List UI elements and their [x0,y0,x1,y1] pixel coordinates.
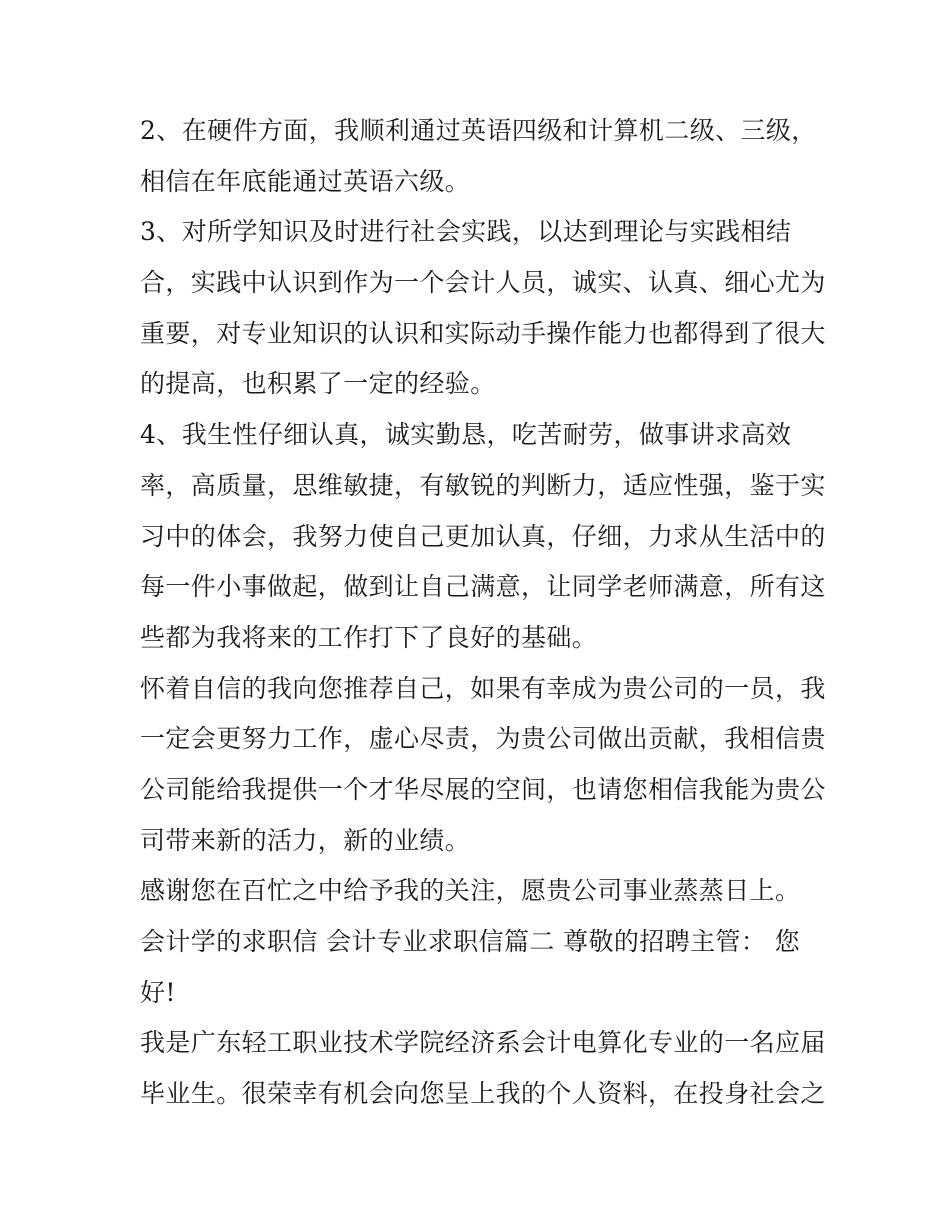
letter-body [140,106,826,1120]
text-line-1: 2、在硬件方面，我顺利通过英语四级和计算机二级、三级， [140,116,817,145]
text-line-15: 司带来新的活力，新的业绩。 [140,825,471,855]
text-line-8: 率，高质量，思维敏捷，有敏锐的判断力，适应性强，鉴于实 [140,470,826,500]
text-line-3: 3、对所学知识及时进行社会实践，以达到理论与实践相结 [140,217,792,247]
text-line-5: 重要，对专业知识的认识和实际动手操作能力也都得到了很大 [140,318,826,348]
text-line-6: 的提高，也积累了一定的经验。 [140,369,496,399]
text-line-19: 我是广东轻工职业技术学院经济系会计电算化专业的一名应届 [140,1028,826,1058]
text-line-9: 习中的体会，我努力使自己更加认真，仔细，力求从生活中的 [140,521,826,551]
text-line-18: 好! [140,977,176,1007]
text-line-2: 相信在年底能通过英语六级。 [140,166,471,196]
text-line-12: 怀着自信的我向您推荐自己，如果有幸成为贵公司的一员，我 [140,673,826,703]
text-line-13: 一定会更努力工作，虚心尽责，为贵公司做出贡献，我相信贵 [140,724,826,754]
text-line-11: 些都为我将来的工作打下了良好的基础。 [140,622,598,652]
text-line-16: 感谢您在百忙之中给予我的关注，愿贵公司事业蒸蒸日上。 [140,876,801,906]
text-line-10: 每一件小事做起，做到让自己满意，让同学老师满意，所有这 [140,572,826,602]
text-line-7: 4、我生性仔细认真，诚实勤恳，吃苦耐劳，做事讲求高效 [140,420,792,450]
text-line-14: 公司能给我提供一个才华尽展的空间，也请您相信我能为贵公 [140,774,826,804]
text-line-20: 毕业生。很荣幸有机会向您呈上我的个人资料，在投身社会之 [140,1079,826,1109]
text-line-4: 合，实践中认识到作为一个会计人员，诚实、认真、细心尤为 [140,268,826,298]
text-line-17: 会计学的求职信 会计专业求职信篇二 尊敬的招聘主管： 您 [140,927,801,956]
